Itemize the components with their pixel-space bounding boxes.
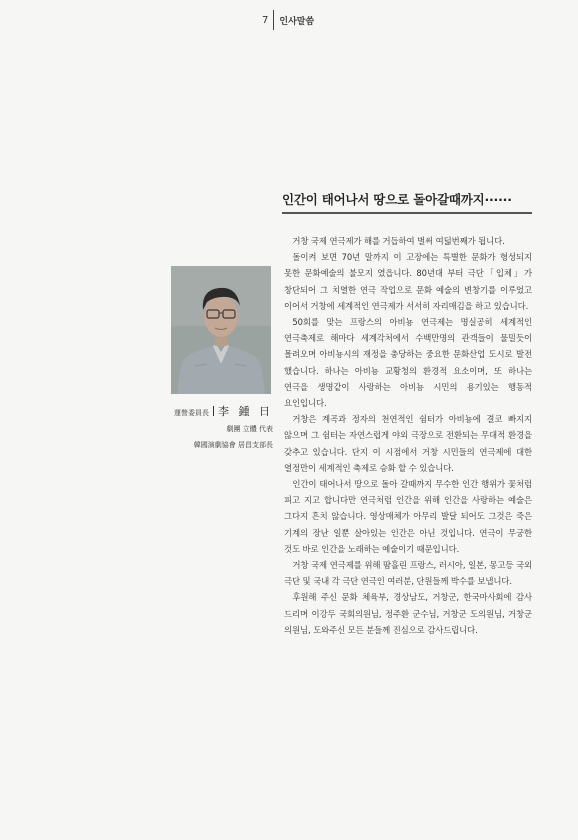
caption-line-3: 韓國演劇協會 居昌支部長 (193, 441, 273, 449)
page-number: 7 (262, 14, 269, 26)
article-title-block (282, 190, 532, 214)
paragraph: 후원해 주신 문화 체육부, 경상남도, 거창군, 한국마사회에 감사 드리며 이강두 국회의원님, 정주환 군수님, 거창군 도의원님, 거창군 의원님, 도와주신 모든 분들께 진심으로 감사드립니다. (284, 592, 532, 635)
article-title: 인간이 태어나서 땅으로 돌아갈때까지······ (282, 190, 532, 214)
caption-separator (213, 406, 214, 416)
caption-line-2: 劇團 立體 代表 (226, 425, 273, 433)
paragraph: 인간이 태어나서 땅으로 돌아 갈때까지 무수한 인간 행위가 꽃처럼 피고 지고 합니다만 연극처럼 인간을 위해 인간을 사랑하는 예술은 그다지 흔치 않습니다. 영상매체가 아무리 발달 되어도 그것은 죽은 기계의 장난 일뿐 살아있는 인간은 아닌 것입니다. 연극이 무궁한 것도 바로 인간을 노래하는 예술이기 때문입니다. (284, 479, 532, 554)
caption-role: 運營委員長 (174, 409, 209, 417)
portrait-photo (171, 266, 271, 394)
page-header (262, 8, 314, 32)
caption-name: 李 鍾 日 (218, 405, 273, 418)
paragraph: 돌이켜 보면 70년 말까지 이 고장에는 특별한 문화가 형성되지 못한 문화예술의 불모지 였읍니다. 80년대 부터 극단「입체」가 창단되어 그 치열한 연극 작업으로 문화 예술의 변창기를 이루었고 이어서 거창에 세계적인 연극제가 서서히 자리매김을 하고 있습니다. (284, 252, 532, 311)
article-body (284, 233, 532, 638)
section-title: 인사말씀 (279, 16, 315, 27)
portrait-caption (140, 402, 273, 453)
paragraph: 거창 국제 연극제가 해를 거듭하여 벌써 여덟번째가 됩니다. (292, 236, 505, 246)
paragraph: 50회를 맞는 프랑스의 아비뇽 연극제는 명실공히 세계적인 연극축제로 해마다 세계각처에서 수백만명의 관객들이 물밀듯이 몰려오며 아비뇽시의 재정을 충당하는 중요한 문화산업 도시로 발전 했습니다. 하나는 아비뇽 교황청의 환경적 요소이며, 또 하나는 연극을 생명같이 사랑하는 아비뇽 시민의 용기있는 행동적 요인입니다. (284, 317, 532, 409)
paragraph: 거창은 계곡과 정자의 천연적인 쉼터가 아비뇽에 결코 빠지지 않으며 그 쉼터는 자연스럽게 야외 극장으로 전환되는 무대적 환경을 갖추고 있습니다. 단지 이 시점에서 거창 시민들의 연극제에 대한 열정만이 세계적인 축제로 승화 할 수 있습니다. (284, 414, 532, 473)
paragraph: 거창 국제 연극제를 위해 땀흘린 프랑스, 러시아, 일본, 몽고등 국외 극단 및 국내 각 극단 연극인 여러분, 단원들께 박수를 보냅니다. (284, 560, 532, 587)
